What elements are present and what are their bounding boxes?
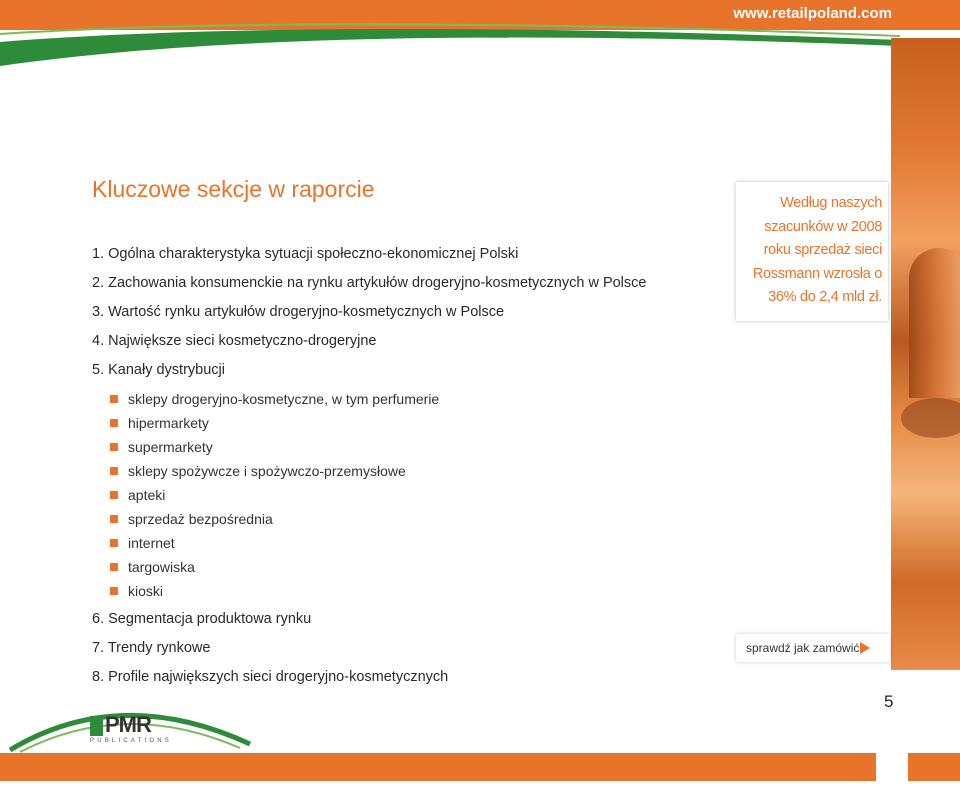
list-item: targowiska <box>92 555 712 579</box>
list-item: 7. Trendy rynkowe <box>92 640 211 656</box>
list-item: 8. Profile największych sieci drogeryjno-kosmetycznych <box>92 669 449 685</box>
pmr-logo-text: PMR <box>105 712 151 737</box>
sales-callout-box <box>736 182 888 321</box>
square-bullet-icon <box>110 539 118 547</box>
page-number: 5 <box>884 692 894 711</box>
square-bullet-icon <box>110 587 118 595</box>
list-item: hipermarkety <box>92 411 712 435</box>
list-item: 6. Segmentacja produktowa rynku <box>92 611 312 627</box>
list-item: kioski <box>92 579 712 603</box>
website-url[interactable]: www.retailpoland.com <box>733 5 892 22</box>
square-bullet-icon <box>110 515 118 523</box>
square-bullet-icon <box>110 491 118 499</box>
list-item: sprzedaż bezpośrednia <box>92 507 712 531</box>
product-photo <box>891 38 960 670</box>
list-item: 4. Największe sieci kosmetyczno-drogeryjne <box>92 333 377 349</box>
list-item: 5. Kanały dystrybucji <box>92 362 225 378</box>
pmr-logo-subtitle: PUBLICATIONS <box>90 738 172 744</box>
report-sections-list <box>92 240 712 692</box>
list-item: 3. Wartość rynku artykułów drogeryjno-kosmetycznych w Polsce <box>92 304 505 320</box>
footer-bar-right <box>908 753 960 781</box>
section-title: Kluczowe sekcje w raporcie <box>92 176 375 202</box>
square-bullet-icon <box>110 563 118 571</box>
play-arrow-icon <box>860 642 870 654</box>
order-button[interactable] <box>736 634 890 662</box>
pmr-logo-icon <box>90 716 103 736</box>
order-label: sprawdź jak zamówić <box>746 641 860 655</box>
square-bullet-icon <box>110 467 118 475</box>
list-item: sklepy drogeryjno-kosmetyczne, w tym perfumerie <box>92 387 712 411</box>
callout-text: Według naszych szacunków w 2008 roku sprzedaż sieci Rossmann wzrosła o 36% do 2,4 mld zł. <box>752 195 882 305</box>
list-item: internet <box>92 531 712 555</box>
list-item: apteki <box>92 483 712 507</box>
square-bullet-icon <box>110 395 118 403</box>
list-item: 1. Ogólna charakterystyka sytuacji społeczno-ekonomicznej Polski <box>92 246 519 262</box>
square-bullet-icon <box>110 443 118 451</box>
square-bullet-icon <box>110 419 118 427</box>
distribution-channels-list <box>92 387 712 603</box>
green-swoosh-decoration <box>0 0 900 80</box>
list-item: supermarkety <box>92 435 712 459</box>
list-item: sklepy spożywcze i spożywczo-przemysłowe <box>92 459 712 483</box>
list-item: 2. Zachowania konsumenckie na rynku artykułów drogeryjno-kosmetycznych w Polsce <box>92 275 647 291</box>
footer-bar <box>0 753 876 781</box>
